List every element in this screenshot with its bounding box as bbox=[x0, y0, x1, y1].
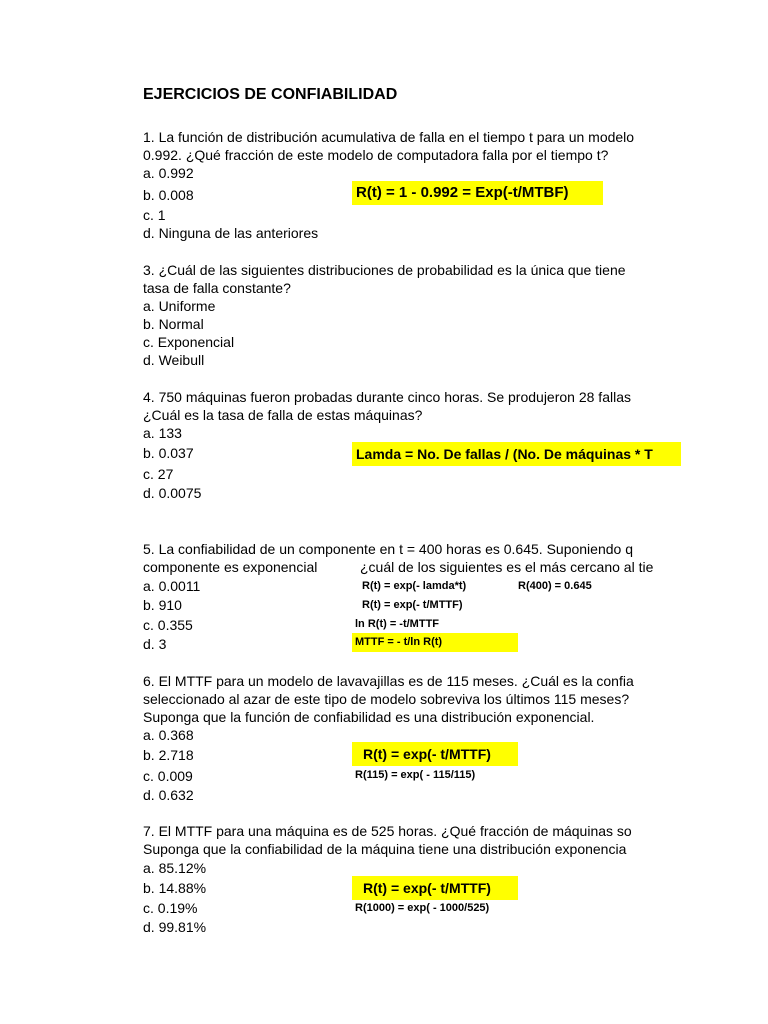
page-title: EJERCICIOS DE CONFIABILIDAD bbox=[143, 86, 398, 103]
q7-option-c: c. 0.19% bbox=[143, 900, 198, 916]
q1-line1: 1. La función de distribución acumulativa de falla en el tiempo t para un modelo bbox=[143, 129, 635, 145]
q4-formula-highlight bbox=[352, 442, 681, 466]
q1-line2: 0.992. ¿Qué fracción de este modelo de computadora falla por el tiempo t? bbox=[143, 147, 609, 163]
q5-note3: ln R(t) = -t/MTTF bbox=[355, 618, 440, 630]
q1-option-d: d. Ninguna de las anteriores bbox=[143, 225, 319, 241]
q6-formula-highlight bbox=[352, 742, 518, 766]
q4-option-c: c. 27 bbox=[143, 466, 174, 482]
q6-line1: 6. El MTTF para un modelo de lavavajillas es de 115 meses. ¿Cuál es la confia bbox=[143, 673, 634, 689]
q7-option-a: a. 85.12% bbox=[143, 860, 207, 876]
q6-option-a: a. 0.368 bbox=[143, 727, 194, 743]
q3-option-b: b. Normal bbox=[143, 316, 204, 332]
q4-line2: ¿Cuál es la tasa de falla de estas máquinas? bbox=[143, 407, 423, 423]
q5-option-c: c. 0.355 bbox=[143, 617, 193, 633]
q6-line3: Suponga que la función de confiabilidad es una distribución exponencial. bbox=[143, 709, 595, 725]
q1-option-b: b. 0.008 bbox=[143, 187, 194, 203]
q5-option-a: a. 0.0011 bbox=[143, 578, 201, 594]
q1-formula: R(t) = 1 - 0.992 = Exp(-t/MTBF) bbox=[356, 184, 569, 201]
q7-line2: Suponga que la confiabilidad de la máquina tiene una distribución exponencia bbox=[143, 841, 627, 857]
q5-note1: R(t) = exp(- lamda*t) bbox=[362, 580, 467, 592]
q6-line2: seleccionado al azar de este tipo de modelo sobreviva los últimos 115 meses? bbox=[143, 691, 630, 707]
q4-option-d: d. 0.0075 bbox=[143, 485, 202, 501]
q5-note1b: R(400) = 0.645 bbox=[518, 580, 592, 592]
q6-option-c: c. 0.009 bbox=[143, 768, 193, 784]
q7-formula-highlight bbox=[352, 876, 518, 900]
q3-option-d: d. Weibull bbox=[143, 352, 205, 368]
q3-option-a: a. Uniforme bbox=[143, 298, 216, 314]
q7-line1: 7. El MTTF para una máquina es de 525 horas. ¿Qué fracción de máquinas so bbox=[143, 823, 632, 839]
q6-option-d: d. 0.632 bbox=[143, 787, 194, 803]
q7-option-b: b. 14.88% bbox=[143, 880, 207, 896]
q5-formula-highlight bbox=[352, 633, 518, 652]
q6-formula: R(t) = exp(- t/MTTF) bbox=[363, 746, 491, 762]
q4-line1: 4. 750 máquinas fueron probadas durante cinco horas. Se produjeron 28 fallas bbox=[143, 389, 631, 405]
q3-line1: 3. ¿Cuál de las siguientes distribuciones de probabilidad es la única que tiene bbox=[143, 262, 626, 278]
q1-formula-highlight bbox=[352, 181, 603, 205]
q1-option-c: c. 1 bbox=[143, 207, 166, 223]
q6-option-b: b. 2.718 bbox=[143, 747, 194, 763]
q5-line1: 5. La confiabilidad de un componente en t = 400 horas es 0.645. Suponiendo q bbox=[143, 541, 633, 557]
q5-line2b: ¿cuál de los siguientes es el más cercano al tie bbox=[360, 559, 654, 575]
q4-formula: Lamda = No. De fallas / (No. De máquinas * T bbox=[356, 446, 653, 462]
q4-option-b: b. 0.037 bbox=[143, 445, 194, 461]
q7-note: R(1000) = exp( - 1000/525) bbox=[355, 902, 490, 914]
q3-line2: tasa de falla constante? bbox=[143, 280, 291, 296]
q6-note: R(115) = exp( - 115/115) bbox=[355, 769, 476, 781]
q1-option-a: a. 0.992 bbox=[143, 165, 194, 181]
q7-formula: R(t) = exp(- t/MTTF) bbox=[363, 880, 491, 896]
q5-line2a: componente es exponencial bbox=[143, 559, 318, 575]
q5-option-b: b. 910 bbox=[143, 597, 182, 613]
q3-option-c: c. Exponencial bbox=[143, 334, 235, 350]
q5-note2: R(t) = exp(- t/MTTF) bbox=[362, 599, 463, 611]
q7-option-d: d. 99.81% bbox=[143, 919, 207, 935]
q4-option-a: a. 133 bbox=[143, 425, 182, 441]
q5-option-d: d. 3 bbox=[143, 636, 167, 652]
q5-formula: MTTF = - t/ln R(t) bbox=[355, 636, 443, 648]
